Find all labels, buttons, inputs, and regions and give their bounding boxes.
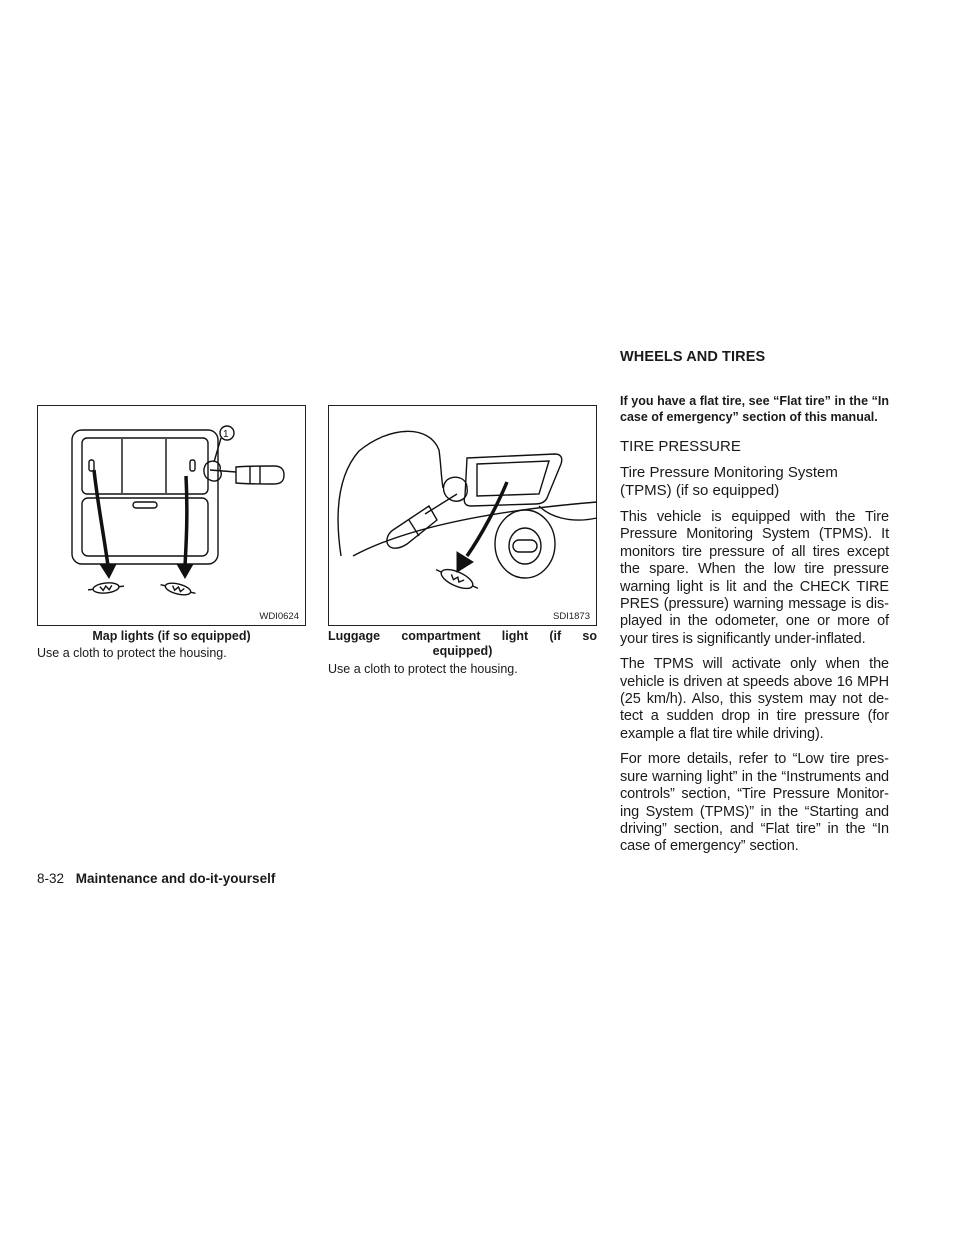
body-paragraph: This vehicle is equipped with the Tire Pressure Monitoring System (TPMS). It monitors tire pressure of all tires except the spare. When the low tire pressure warning light is lit and the CHECK TIRE PRES (pressure) warning message is displayed in the odometer, one or more of your tires is significantly under-inflated. [620, 509, 889, 647]
body-paragraph: For more details, refer to “Low tire pressure warning light” in the “Instruments and controls” section, “Tire Pressure Monitoring System (TPMS)” in the “Starting and driving” section, and “Flat tire” in the “In case of emergency” section. [620, 751, 889, 855]
body-paragraph: The TPMS will activate only when the vehicle is driven at speeds above 16 MPH (25 km/h). Also, this system may not detect a sudden drop in tire pressure (for example a flat tire while driving). [620, 656, 889, 742]
map-lights-illustration [38, 406, 307, 627]
figure-code: SDI1873 [553, 611, 590, 622]
figure-caption-line-1: Luggage compartment light (if so [328, 629, 597, 643]
section-heading: WHEELS AND TIRES [620, 349, 766, 365]
subsubheading [620, 464, 889, 500]
figure-note: Use a cloth to protect the housing. [37, 646, 227, 660]
text-column [620, 349, 889, 864]
subsubheading-line-2: (TPMS) (if so equipped) [620, 482, 780, 499]
subheading: TIRE PRESSURE [620, 438, 741, 455]
luggage-light-illustration [329, 406, 598, 627]
figure-luggage-light [328, 405, 597, 626]
figure-note: Use a cloth to protect the housing. [328, 662, 518, 676]
page-footer [37, 871, 275, 886]
figure-caption: Map lights (if so equipped) [92, 629, 251, 643]
callout-label: 1 [223, 429, 229, 440]
page-number: 8-32 [37, 871, 65, 886]
figure-map-lights [37, 405, 306, 626]
warning-note: If you have a flat tire, see “Flat tire” in the “In case of emergency” section of this manual. [620, 394, 889, 424]
subsubheading-line-1: Tire Pressure Monitoring System [620, 464, 838, 481]
chapter-title: Maintenance and do-it-yourself [75, 871, 276, 886]
figure-caption-line-2: equipped) [432, 644, 493, 658]
figure-code: WDI0624 [259, 611, 299, 622]
